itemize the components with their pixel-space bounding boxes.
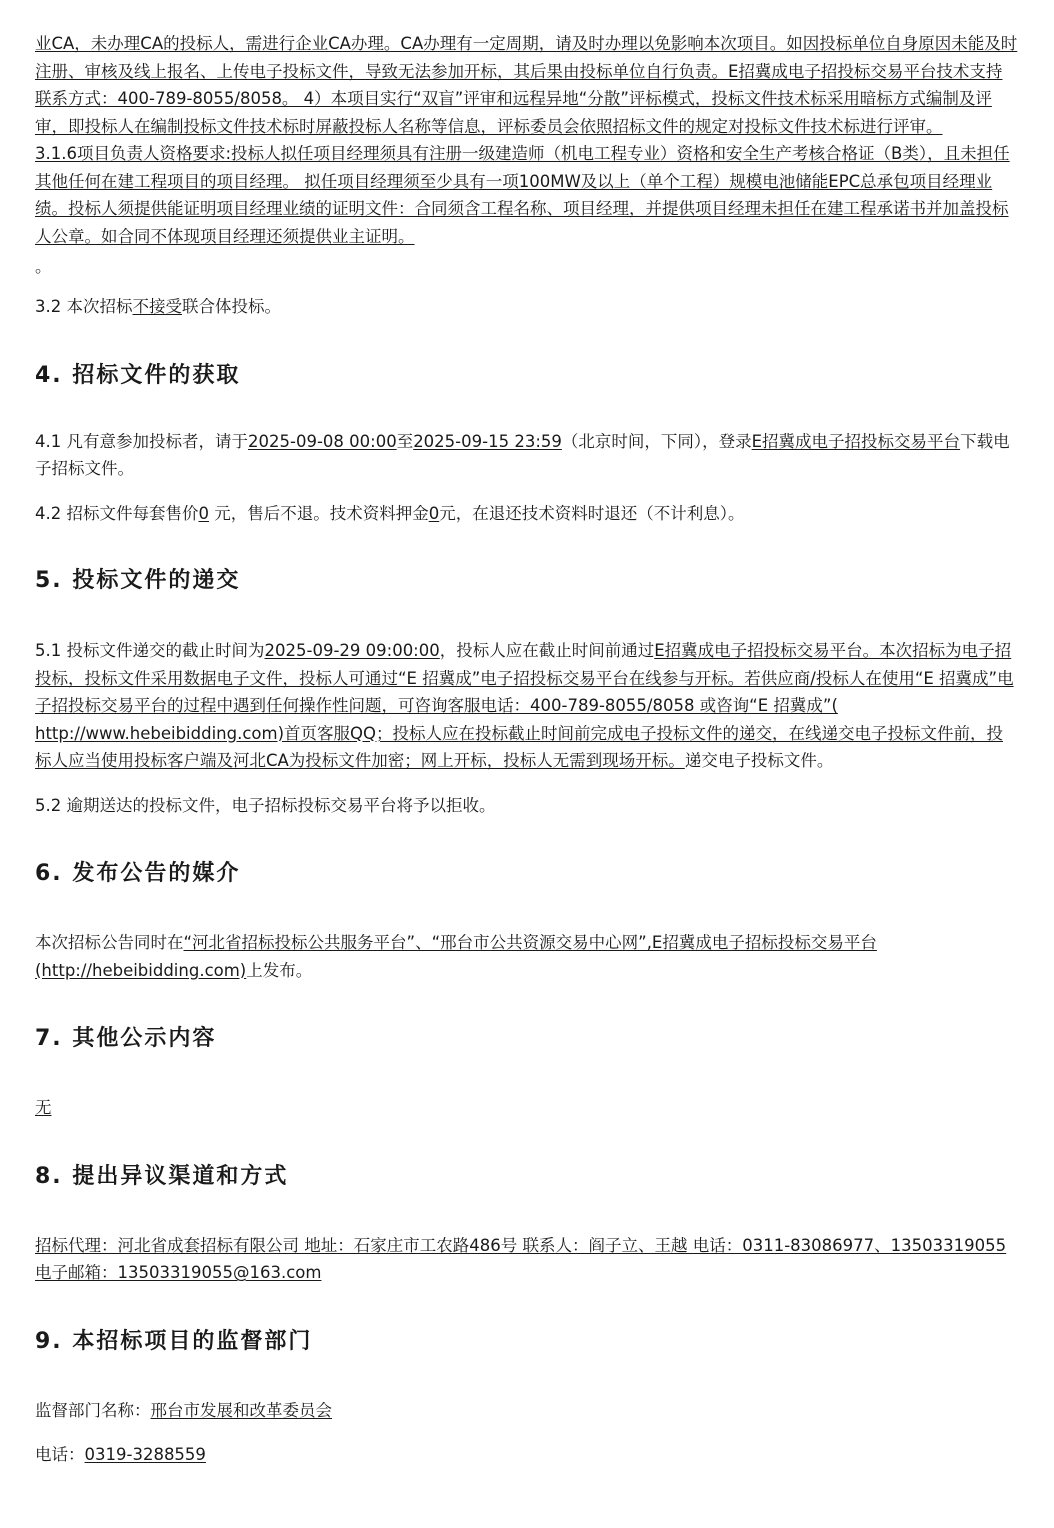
doc-price-value: 0	[198, 503, 209, 523]
section-heading-7: 7. 其他公示内容	[35, 1026, 217, 1051]
supervisor-dept-label: 监督部门名称：	[35, 1400, 151, 1420]
section-heading-8: 8. 提出异议渠道和方式	[35, 1163, 289, 1189]
media-links[interactable]: “河北省招标投标公共服务平台”、“邢台市公共资源交易中心网”,E招冀成电子招标投标交易平台(http://hebeibidding.com)	[35, 933, 877, 980]
other-content-paragraph	[35, 1094, 1018, 1122]
media-paragraph: 本次招标公告同时在“河北省招标投标公共服务平台”、“邢台市公共资源交易中心网”,E招冀成电子招标投标交易平台(http://hebeibidding.com)上发布。	[35, 933, 877, 980]
doc-price-paragraph: 4.2 招标文件每套售价0 元，售后不退。技术资料押金0元，在退还技术资料时退还（不计利息）。	[35, 503, 745, 523]
consortium-value: 不接受	[132, 297, 182, 316]
section-heading-6: 6. 发布公告的媒介	[35, 861, 241, 886]
manager-requirement-paragraph	[35, 140, 1018, 250]
objection-contact-text[interactable]: 招标代理：河北省成套招标有限公司 地址：石家庄市工农路486号 联系人：阎子立、王越 电话：0311-83086977、13503319055 电子邮箱：13503319055@163.com	[35, 1235, 1007, 1282]
section-heading-4: 4. 招标文件的获取	[35, 362, 241, 388]
acquisition-start-time: 2025-09-08 00:00	[248, 431, 397, 451]
submission-details-link[interactable]: E招冀成电子招投标交易平台。本次招标为电子招投标，投标文件采用数据电子文件，投标人可通过“E 招冀成”电子招投标交易平台在线参与开标。若供应商/投标人在使用“E 招冀成”电子招投标交易平台的过程中遇到任何操作性问题，可咨询客服电话：400-789-8055/8058 或咨询“E 招冀成”( http://www.hebeibidding.com)首页客服QQ；投标人应在投标截止时间前完成电子投标文件的递交，在线递交电子投标文件前，投标人应当使用投标客户端及河北CA为投标文件加密；网上开标，投标人无需到现场开标。	[35, 641, 1014, 770]
intro-paragraph	[35, 30, 1018, 140]
supervisor-phone: 0319-3288559	[84, 1445, 206, 1464]
deposit-value: 0	[428, 503, 440, 523]
objection-contact-paragraph	[35, 1232, 1018, 1287]
late-submission-paragraph: 5.2 逾期送达的投标文件，电子招标投标交易平台将予以拒收。	[35, 795, 496, 815]
consortium-paragraph: 3.2 本次招标不接受联合体投标。	[35, 297, 281, 316]
doc-acquisition-paragraph: 4.1 凡有意参加投标者，请于2025-09-08 00:00至2025-09-15 23:59（北京时间，下同），登录E招冀成电子招投标交易平台下载电子招标文件。	[35, 431, 1010, 478]
stray-period: 。	[35, 257, 52, 276]
submission-deadline: 2025-09-29 09:00:00	[264, 641, 440, 660]
platform-link[interactable]: E招冀成电子招投标交易平台	[751, 431, 961, 451]
supervisor-dept-paragraph	[35, 1397, 1018, 1425]
section-heading-5: 5. 投标文件的递交	[35, 568, 241, 593]
manager-requirement-text: 3.1.6项目负责人资格要求:投标人拟任项目经理须具有注册一级建造师（机电工程专业）资格和安全生产考核合格证（B类），且未担任其他任何在建工程项目的项目经理。 拟任项目经理须至少具有一项100MW及以上（单个工程）规模电池储能EPC总承包项目经理业绩。投标人须提供能证明项目经理业绩的证明文件：合同须含工程名称、项目经理，并提供项目经理未担任在建工程承诺书并加盖投标人公章。如合同不体现项目经理还须提供业主证明。	[35, 144, 1010, 246]
acquisition-end-time: 2025-09-15 23:59	[413, 431, 562, 451]
supervisor-dept-name: 邢台市发展和改革委员会	[150, 1400, 332, 1420]
section-heading-9: 9. 本招标项目的监督部门	[35, 1328, 313, 1354]
intro-text-ca: 业CA，未办理CA的投标人，需进行企业CA办理。CA办理有一定周期，请及时办理以免影响本次项目。如因投标单位自身原因未能及时注册、审核及线上报名、上传电子投标文件，导致无法参加开标，其后果由投标单位自行负责。E招冀成电子招投标交易平台技术支持联系方式：400-789-8055/8058。 4）本项目实行“双盲”评审和远程异地“分散”评标模式，投标文件技术标采用暗标方式编制及评审，即投标人在编制投标文件技术标时屏蔽投标人名称等信息，评标委员会依照招标文件的规定对投标文件技术标进行评审。	[35, 34, 1018, 136]
supervisor-phone-label: 电话：	[35, 1445, 85, 1464]
submission-paragraph: 5.1 投标文件递交的截止时间为2025-09-29 09:00:00，投标人应在截止时间前通过E招冀成电子招投标交易平台。本次招标为电子招投标，投标文件采用数据电子文件，投标人可通过“E 招冀成”电子招投标交易平台在线参与开标。若供应商/投标人在使用“E 招冀成”电子招投标交易平台的过程中遇到任何操作性问题，可咨询客服电话：400-789-8055/8058 或咨询“E 招冀成”( http://www.hebeibidding.com)首页客服QQ；投标人应在投标截止时间前完成电子投标文件的递交，在线递交电子投标文件前，投标人应当使用投标客户端及河北CA为投标文件加密；网上开标，投标人无需到现场开标。递交电子投标文件。	[35, 641, 1014, 770]
supervisor-phone-paragraph	[35, 1441, 1018, 1469]
other-content-value: 无	[35, 1098, 52, 1117]
